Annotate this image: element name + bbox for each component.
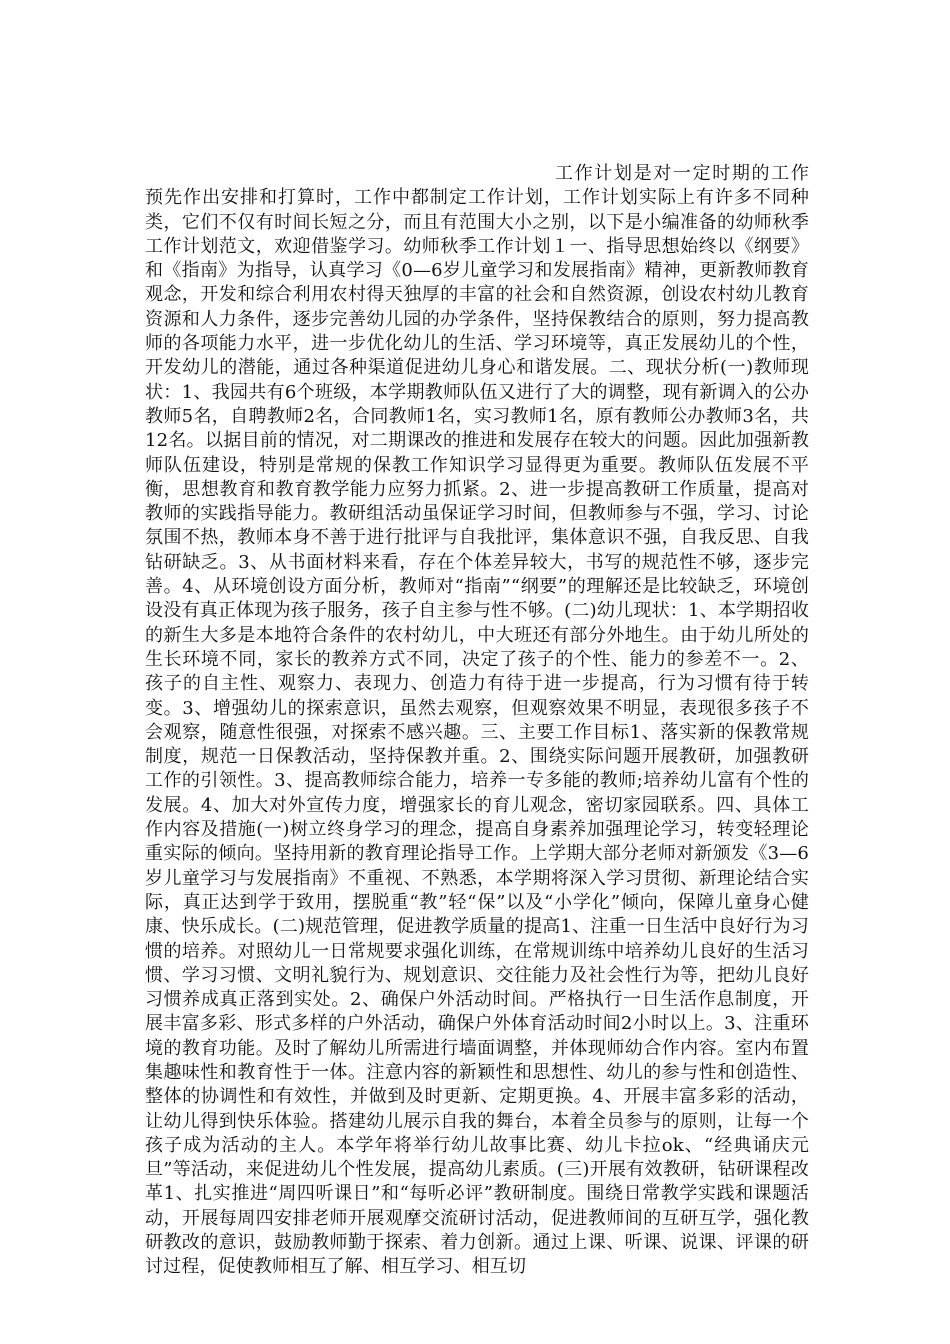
document-body-text: 工作计划是对一定时期的工作预先作出安排和打算时，工作中都制定工作计划，工作计划实际上有许多不同种类，它们不仅有时间长短之分，而且有范围大小之别，以下是小编准备的幼师秋季工作计划范文，欢迎借鉴学习。幼师秋季工作计划１一、指导思想始终以《纲要》和《指南》为指导，认真学习《0—6岁儿童学习和发展指南》精神，更新教师教育观念，开发和综合利用农村得天独厚的丰富的社会和自然资源，创设农村幼儿教育资源和人力条件，逐步完善幼儿园的办学条件，坚持保教结合的原则，努力提高教师的各项能力水平，进一步优化幼儿的生活、学习环境等，真正发展幼儿的个性，开发幼儿的潜能，通过各种渠道促进幼儿身心和谐发展。二、现状分析(一)教师现状：1、我园共有6个班级，本学期教师队伍又进行了大的调整，现有新调入的公办教师5名，自聘教师2名，合同教师1名，实习教师1名，原有教师公办教师3名，共12名。以据目前的情况，对二期课改的推进和发展存在较大的问题。因此加强新教师队伍建设，特别是常规的保教工作知识学习显得更为重要。教师队伍发展不平衡，思想教育和教育教学能力应努力抓紧。2、进一步提高教研工作质量，提高对教师的实践指导能力。教研组活动虽保证学习时间，但教师参与不强，学习、讨论氛围不热，教师本身不善于进行批评与自我批评，集体意识不强，自我反思、自我钻研缺乏。3、从书面材料来看，存在个体差异较大，书写的规范性不够，逐步完善。4、从环境创设方面分析，教师对“指南”“纲要”的理解还是比较缺乏，环境创设没有真正体现为孩子服务，孩子自主参与性不够。(二)幼儿现状：1、本学期招收的新生大多是本地符合条件的农村幼儿，中大班还有部分外地生。由于幼儿所处的生长环境不同，家长的教养方式不同，决定了孩子的个性、能力的参差不一。2、孩子的自主性、观察力、表现力、创造力有待于进一步提高，行为习惯有待于转变。3、增强幼儿的探索意识，虽然去观察，但观察效果不明显，表现很多孩子不会观察，随意性很强，对探索不感兴趣。三、主要工作目标1、落实新的保教常规制度，规范一日保教活动，坚持保教并重。2、围绕实际问题开展教研，加强教研工作的引领性。3、提高教师综合能力，培养一专多能的教师;培养幼儿富有个性的发展。4、加大对外宣传力度，增强家长的育儿观念，密切家园联系。四、具体工作内容及措施(一)树立终身学习的理念，提高自身素养加强理论学习，转变轻理论重实际的倾向。坚持用新的教育理论指导工作。上学期大部分老师对新颁发《3—6岁儿童学习与发展指南》不重视、不熟悉，本学期将深入学习贯彻、新理论结合实际，真正达到学于致用，摆脱重“教”轻“保”以及“小学化”倾向，保障儿童身心健康、快乐成长。(二)规范管理，促进教学质量的提高1、注重一日生活中良好行为习惯的培养。对照幼儿一日常规要求强化训练，在常规训练中培养幼儿良好的生活习惯、学习习惯、文明礼貌行为、规划意识、交往能力及社会性行为等，把幼儿良好习惯养成真正落到实处。2、确保户外活动时间。严格执行一日生活作息制度，开展丰富多彩、形式多样的户外活动，确保户外体育活动时间2小时以上。3、注重环境的教育功能。及时了解幼儿所需进行墙面调整，并体现师幼合作内容。室内布置集趣味性和教育性于一体。注意内容的新颖性和思想性、幼儿的参与性和创造性、整体的协调性和有效性，并做到及时更新、定期更换。4、开展丰富多彩的活动，让幼儿得到快乐体验。搭建幼儿展示自我的舞台，本着全员参与的原则，让每一个孩子成为活动的主人。本学年将举行幼儿故事比赛、幼儿卡拉ok、“经典诵庆元旦”等活动，来促进幼儿个性发展，提高幼儿素质。(三)开展有效教研，钻研课程改革1、扎实推进“周四听课日”和“每听必评”教研制度。围绕日常教学实践和课题活动，开展每周四安排老师开展观摩交流研讨活动，促进教师间的互研互学，强化教研教改的意识，鼓励教师勤于探索、着力创新。通过上课、听课、说课、评课的研讨过程，促使教师相互了解、相互学习、相互切 (145, 163, 809, 1278)
